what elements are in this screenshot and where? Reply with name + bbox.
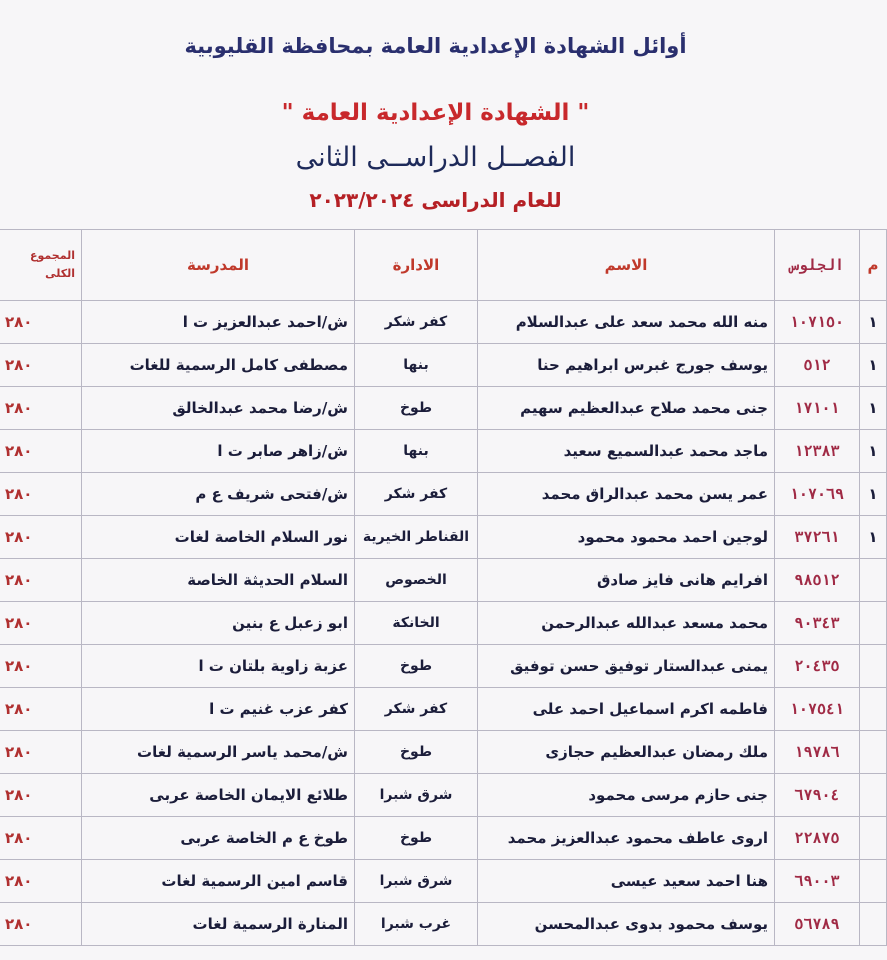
cell-index: ١ — [860, 516, 887, 559]
cell-total-score: ٢٨٠ — [0, 602, 82, 645]
cell-school: قاسم امين الرسمية لغات — [82, 860, 355, 903]
page-title: أوائل الشهادة الإعدادية العامة بمحافظة القليوبية — [184, 34, 687, 58]
cell-school: المنارة الرسمية لغات — [82, 903, 355, 946]
cell-student-name: يمنى عبدالستار توفيق حسن توفيق — [478, 645, 775, 688]
cell-total-score: ٢٨٠ — [0, 344, 82, 387]
cell-student-name: جنى محمد صلاح عبدالعظيم سهيم — [478, 387, 775, 430]
certificate-subtitle: " الشهادة الإعدادية العامة " — [281, 100, 590, 126]
table-row — [0, 860, 887, 903]
cell-student-name: لوجين احمد محمود محمود — [478, 516, 775, 559]
cell-seat-number: ٦٩٠٠٣ — [775, 860, 860, 903]
cell-seat-number: ٣٧٢٦١ — [775, 516, 860, 559]
cell-index: ١ — [860, 344, 887, 387]
cell-index: ١ — [860, 301, 887, 344]
table-row — [0, 645, 887, 688]
cell-student-name: اروى عاطف محمود عبدالعزيز محمد — [478, 817, 775, 860]
cell-school: ش/رضا محمد عبدالخالق — [82, 387, 355, 430]
cell-student-name: ماجد محمد عبدالسميع سعيد — [478, 430, 775, 473]
cell-student-name: عمر يسن محمد عبدالراق محمد — [478, 473, 775, 516]
cell-school: ش/محمد ياسر الرسمية لغات — [82, 731, 355, 774]
cell-school: كفر عزب غنيم ت ا — [82, 688, 355, 731]
cell-administration: الخانكة — [355, 602, 478, 645]
cell-seat-number: ٩٠٣٤٣ — [775, 602, 860, 645]
cell-administration: غرب شبرا — [355, 903, 478, 946]
cell-seat-number: ١٠٧١٥٠ — [775, 301, 860, 344]
cell-student-name: محمد مسعد عبدالله عبدالرحمن — [478, 602, 775, 645]
table-row — [0, 559, 887, 602]
cell-school: طوخ ع م الخاصة عربى — [82, 817, 355, 860]
table-row — [0, 473, 887, 516]
top-students-table — [0, 229, 887, 946]
cell-administration: الخصوص — [355, 559, 478, 602]
cell-seat-number: ١٧١٠١ — [775, 387, 860, 430]
cell-student-name: منه الله محمد سعد على عبدالسلام — [478, 301, 775, 344]
table-row — [0, 344, 887, 387]
cell-administration: كفر شكر — [355, 301, 478, 344]
table-row — [0, 903, 887, 946]
cell-administration: طوخ — [355, 387, 478, 430]
cell-seat-number: ٥٦٧٨٩ — [775, 903, 860, 946]
cell-administration: القناطر الخيرية — [355, 516, 478, 559]
table-body — [0, 301, 887, 946]
cell-index: ١ — [860, 387, 887, 430]
cell-student-name: ملك رمضان عبدالعظيم حجازى — [478, 731, 775, 774]
col-name-header: الاسم — [478, 230, 775, 301]
cell-school: مصطفى كامل الرسمية للغات — [82, 344, 355, 387]
cell-total-score: ٢٨٠ — [0, 860, 82, 903]
cell-total-score: ٢٨٠ — [0, 473, 82, 516]
cell-administration: كفر شكر — [355, 473, 478, 516]
cell-total-score: ٢٨٠ — [0, 301, 82, 344]
academic-year-label: للعام الدراسى ٢٠٢٣/٢٠٢٤ — [309, 188, 562, 212]
cell-index — [860, 645, 887, 688]
cell-school: السلام الحديثة الخاصة — [82, 559, 355, 602]
cell-student-name: جنى حازم مرسى محمود — [478, 774, 775, 817]
cell-seat-number: ٢٠٤٣٥ — [775, 645, 860, 688]
cell-index — [860, 860, 887, 903]
cell-total-score: ٢٨٠ — [0, 731, 82, 774]
cell-seat-number: ١٠٧٠٦٩ — [775, 473, 860, 516]
cell-index — [860, 774, 887, 817]
cell-total-score: ٢٨٠ — [0, 559, 82, 602]
cell-administration: بنها — [355, 430, 478, 473]
table-header-row — [0, 230, 887, 301]
cell-school: ابو زعبل ع بنين — [82, 602, 355, 645]
cell-seat-number: ٩٨٥١٢ — [775, 559, 860, 602]
cell-school: ش/احمد عبدالعزيز ت ا — [82, 301, 355, 344]
cell-administration: شرق شبرا — [355, 774, 478, 817]
cell-administration: طوخ — [355, 645, 478, 688]
table-row — [0, 516, 887, 559]
cell-administration: طوخ — [355, 731, 478, 774]
col-total-header: المجموع الكلى — [0, 230, 82, 301]
cell-school: ش/فتحى شريف ع م — [82, 473, 355, 516]
cell-administration: بنها — [355, 344, 478, 387]
cell-total-score: ٢٨٠ — [0, 774, 82, 817]
cell-total-score: ٢٨٠ — [0, 430, 82, 473]
cell-total-score: ٢٨٠ — [0, 688, 82, 731]
cell-index — [860, 602, 887, 645]
cell-student-name: افرايم هانى فايز صادق — [478, 559, 775, 602]
cell-administration: طوخ — [355, 817, 478, 860]
cell-index — [860, 817, 887, 860]
cell-index: ١ — [860, 430, 887, 473]
cell-total-score: ٢٨٠ — [0, 516, 82, 559]
cell-total-score: ٢٨٠ — [0, 903, 82, 946]
cell-index — [860, 731, 887, 774]
cell-administration: شرق شبرا — [355, 860, 478, 903]
col-admin-header: الادارة — [355, 230, 478, 301]
cell-seat-number: ٢٢٨٧٥ — [775, 817, 860, 860]
cell-seat-number: ١٩٧٨٦ — [775, 731, 860, 774]
cell-seat-number: ٥١٢ — [775, 344, 860, 387]
table-row — [0, 602, 887, 645]
cell-school: ش/زاهر صابر ت ا — [82, 430, 355, 473]
cell-total-score: ٢٨٠ — [0, 645, 82, 688]
table-row — [0, 430, 887, 473]
cell-seat-number: ١٢٣٨٣ — [775, 430, 860, 473]
cell-index — [860, 688, 887, 731]
table-row — [0, 387, 887, 430]
term-label: الفصــل الدراســى الثانى — [295, 142, 576, 173]
col-index-header: م — [860, 230, 887, 301]
table-row — [0, 301, 887, 344]
table-row — [0, 731, 887, 774]
cell-index — [860, 559, 887, 602]
col-seat-header: الجلوس — [775, 230, 860, 301]
cell-student-name: فاطمه اكرم اسماعيل احمد على — [478, 688, 775, 731]
cell-administration: كفر شكر — [355, 688, 478, 731]
cell-school: عزبة زاوية بلتان ت ا — [82, 645, 355, 688]
cell-seat-number: ٦٧٩٠٤ — [775, 774, 860, 817]
cell-student-name: يوسف محمود بدوى عبدالمحسن — [478, 903, 775, 946]
cell-seat-number: ١٠٧٥٤١ — [775, 688, 860, 731]
table-row — [0, 774, 887, 817]
cell-school: طلائع الايمان الخاصة عربى — [82, 774, 355, 817]
cell-student-name: يوسف جورج غبرس ابراهيم حنا — [478, 344, 775, 387]
col-school-header: المدرسة — [82, 230, 355, 301]
cell-index: ١ — [860, 473, 887, 516]
table-row — [0, 688, 887, 731]
table-row — [0, 817, 887, 860]
cell-total-score: ٢٨٠ — [0, 817, 82, 860]
cell-school: نور السلام الخاصة لغات — [82, 516, 355, 559]
cell-total-score: ٢٨٠ — [0, 387, 82, 430]
cell-index — [860, 903, 887, 946]
cell-student-name: هنا احمد سعيد عيسى — [478, 860, 775, 903]
